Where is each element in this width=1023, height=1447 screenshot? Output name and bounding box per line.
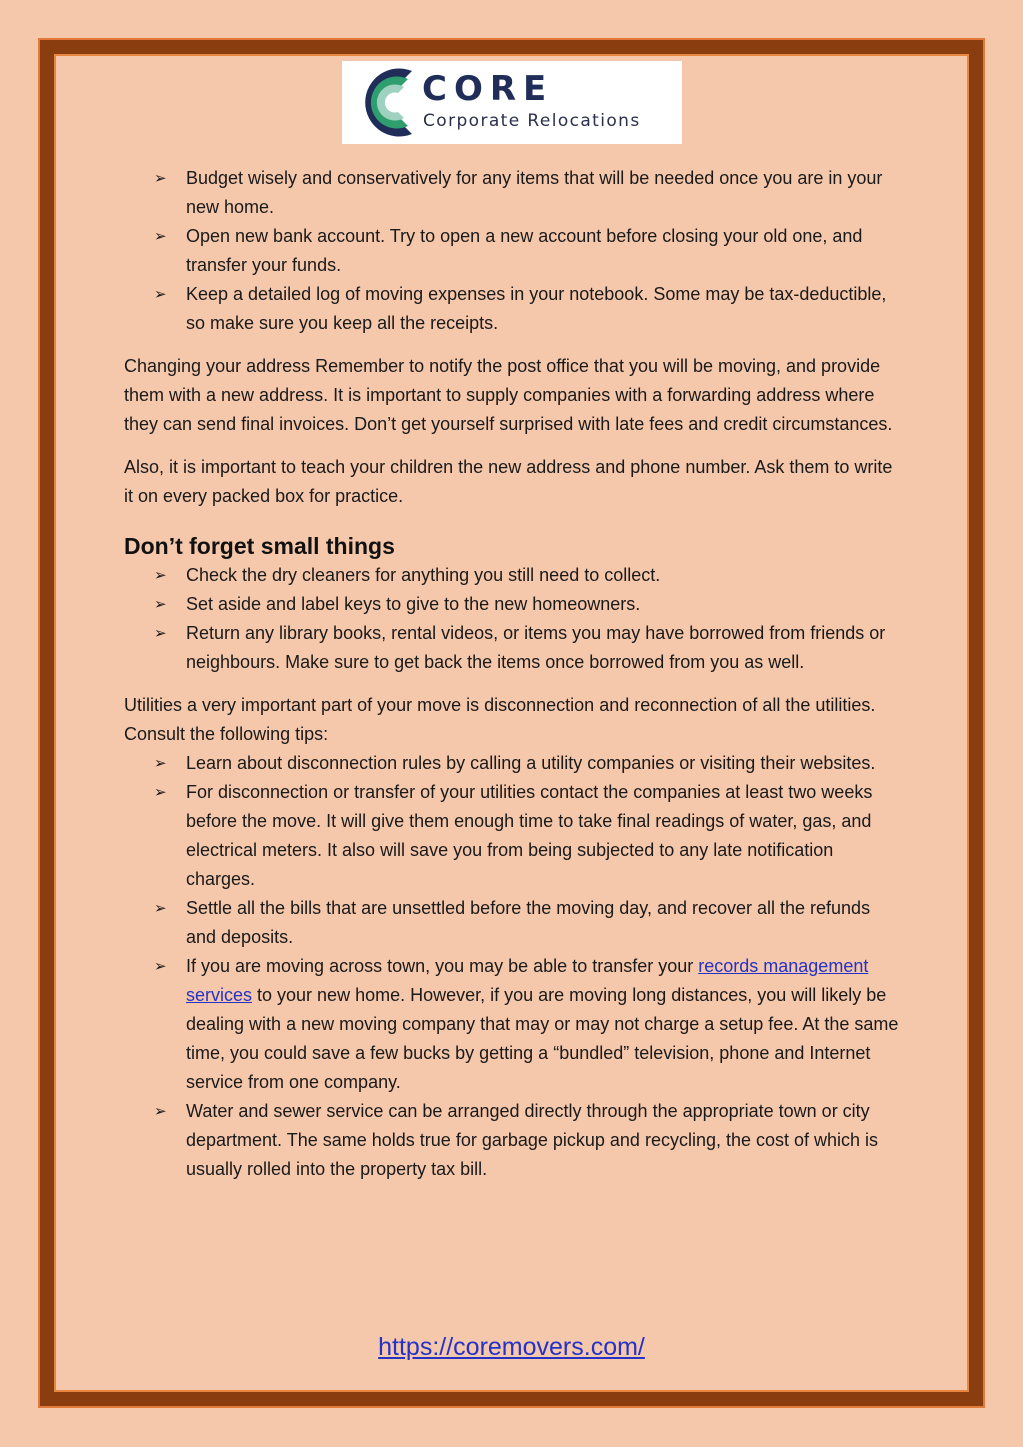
website-link[interactable]: https://coremovers.com/ <box>378 1333 645 1361</box>
company-logo <box>342 61 682 144</box>
paragraph-utilities: Utilities a very important part of your move is disconnection and reconnection of all the utilities. Consult the following tips: <box>124 695 876 744</box>
arrow-bullet-icon: ➢ <box>154 784 167 801</box>
list-item: ➢ Set aside and label keys to give to the new homeowners. <box>186 590 904 619</box>
arrow-bullet-icon: ➢ <box>154 900 167 917</box>
paragraph-address: Changing your address Remember to notify the post office that you will be moving, and provide them with a new address. It is important to supply companies with a forwarding address where they can send final invoices. Don’t get yourself surprised with late fees and credit circumstances. <box>124 356 893 434</box>
paragraph-children: Also, it is important to teach your children the new address and phone number. Ask them to write it on every packed box for practice. <box>124 457 893 506</box>
list-item: ➢ For disconnection or transfer of your utilities contact the companies at least two weeks before the move. It will give them enough time to take final readings of water, gas, and electrical meters. It also will save you from being subjected to any late notification charges. <box>186 778 904 894</box>
list-item: ➢ If you are moving across town, you may be able to transfer your records management services to your new home. However, if you are moving long distances, you will likely be dealing with a new moving company that may or may not charge a setup fee. At the same time, you could save a few bucks by getting a “bundled” television, phone and Internet service from one company. <box>186 952 904 1097</box>
arrow-bullet-icon: ➢ <box>154 170 167 187</box>
list-item: ➢ Check the dry cleaners for anything you still need to collect. <box>186 561 904 590</box>
utilities-tips-list <box>124 749 904 1184</box>
arrow-bullet-icon: ➢ <box>154 567 167 584</box>
arrow-bullet-icon: ➢ <box>154 1103 167 1120</box>
list-item: ➢ Open new bank account. Try to open a new account before closing your old one, and transfer your funds. <box>186 222 904 280</box>
document-body <box>124 164 904 1184</box>
records-management-link[interactable]: records management services <box>186 956 869 1005</box>
arrow-bullet-icon: ➢ <box>154 958 167 975</box>
finance-tips-list <box>124 164 904 338</box>
arrow-bullet-icon: ➢ <box>154 755 167 772</box>
list-item: ➢ Water and sewer service can be arranged directly through the appropriate town or city department. The same holds true for garbage pickup and recycling, the cost of which is usually rolled into the property tax bill. <box>186 1097 904 1184</box>
list-item: ➢ Learn about disconnection rules by calling a utility companies or visiting their websites. <box>186 749 904 778</box>
arrow-bullet-icon: ➢ <box>154 596 167 613</box>
section-heading: Don’t forget small things <box>124 533 395 559</box>
logo-c-icon <box>346 65 418 140</box>
list-item: ➢ Return any library books, rental videos, or items you may have borrowed from friends or neighbours. Make sure to get back the items once borrowed from you as well. <box>186 619 904 677</box>
arrow-bullet-icon: ➢ <box>154 625 167 642</box>
logo-wordmark: CORE <box>422 69 554 109</box>
list-item: ➢ Budget wisely and conservatively for any items that will be needed once you are in your new home. <box>186 164 904 222</box>
list-item: ➢ Settle all the bills that are unsettled before the moving day, and recover all the refunds and deposits. <box>186 894 904 952</box>
arrow-bullet-icon: ➢ <box>154 228 167 245</box>
small-things-list <box>124 561 904 677</box>
logo-subtitle: Corporate Relocations <box>423 111 641 131</box>
list-item: ➢ Keep a detailed log of moving expenses in your notebook. Some may be tax-deductible, so make sure you keep all the receipts. <box>186 280 904 338</box>
footer <box>0 1333 1023 1362</box>
arrow-bullet-icon: ➢ <box>154 286 167 303</box>
